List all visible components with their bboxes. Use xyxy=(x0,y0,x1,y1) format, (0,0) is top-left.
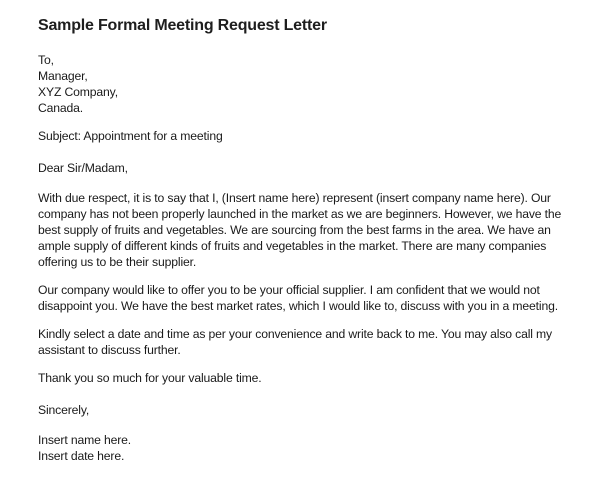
salutation: Dear Sir/Madam, xyxy=(38,161,128,175)
text-line: With due respect, it is to say that I, (Insert name here) represent (insert company name here). Our xyxy=(38,191,551,205)
text-line: Kindly select a date and time as per your convenience and write back to me. You may also call my xyxy=(38,327,553,341)
text-line: ample supply of different kinds of fruits and vegetables in the market. There are many companies xyxy=(38,239,547,253)
signature-name: Insert name here. xyxy=(38,433,131,447)
closing: Sincerely, xyxy=(38,403,90,417)
address-line: Manager, xyxy=(38,69,88,83)
letter-title: Sample Formal Meeting Request Letter xyxy=(38,17,327,34)
paragraph-4: Thank you so much for your valuable time. xyxy=(38,371,262,385)
address-line: XYZ Company, xyxy=(38,85,118,99)
address-line: To, xyxy=(38,53,54,67)
signature-date: Insert date here. xyxy=(38,449,125,463)
text-line: offering us to be their supplier. xyxy=(38,255,197,269)
text-line: best supply of fruits and vegetables. We are sourcing from the best farms in the area. We have an xyxy=(38,223,551,237)
text-line: disappoint you. We have the best market rates, which I would like to, discuss with you in a meeting. xyxy=(38,299,558,313)
text-line: assistant to discuss further. xyxy=(38,343,181,357)
text-line: company has not been properly launched in the market as we are beginners. However, we have the xyxy=(38,207,562,221)
address-line: Canada. xyxy=(38,101,84,115)
text-line: Our company would like to offer you to be your official supplier. I am confident that we would not xyxy=(38,283,540,297)
subject-line: Subject: Appointment for a meeting xyxy=(38,129,223,143)
